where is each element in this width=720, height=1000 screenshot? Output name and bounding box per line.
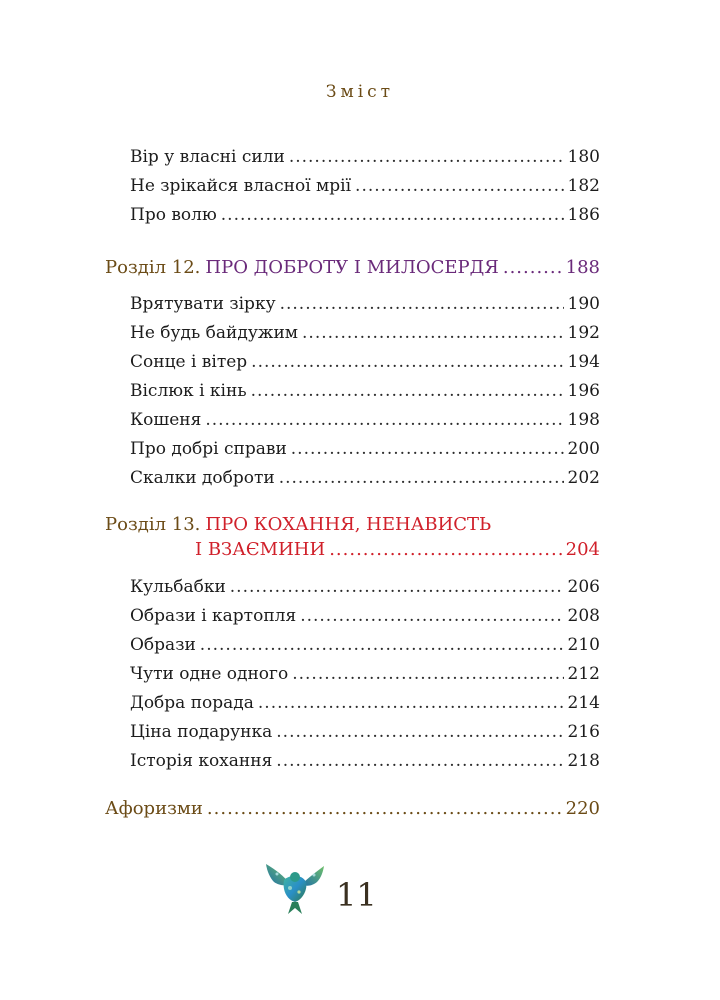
- toc-entry-page: 218: [567, 751, 600, 771]
- section-title-line-2: І ВЗАЄМИНИ: [195, 539, 326, 560]
- toc-entry[interactable]: [130, 576, 600, 598]
- toc-entry-title: Віслюк і кінь: [130, 381, 247, 401]
- toc-entry-title: Не будь байдужим: [130, 323, 299, 343]
- toc-entry-page: 216: [567, 722, 600, 742]
- toc-entry-title: Чути одне одного: [130, 664, 289, 684]
- leader-dots: [276, 721, 563, 743]
- toc-entry[interactable]: [130, 175, 600, 197]
- toc-entry-title: Скалки доброти: [130, 468, 275, 488]
- toc-entry-page: 214: [567, 693, 600, 713]
- leader-dots: [302, 322, 564, 344]
- toc-entry[interactable]: [130, 721, 600, 743]
- section-13-heading[interactable]: [105, 514, 600, 536]
- toc-entry[interactable]: [130, 467, 600, 489]
- toc-entry-title: Врятувати зірку: [130, 294, 276, 314]
- leader-dots: [289, 146, 564, 168]
- toc-entry-page: 200: [567, 439, 600, 459]
- section-title: ПРО ДОБРОТУ І МИЛОСЕРДЯ: [205, 257, 499, 278]
- toc-entry-page: 196: [567, 381, 600, 401]
- toc-entry[interactable]: [130, 634, 600, 656]
- toc-entry-title: Кульбабки: [130, 577, 226, 597]
- aphorisms-entry[interactable]: [105, 798, 600, 820]
- toc-entry-title: Сонце і вітер: [130, 352, 248, 372]
- toc-entry-page: 194: [567, 352, 600, 372]
- toc-entry[interactable]: [130, 750, 600, 772]
- leader-dots: [205, 409, 563, 431]
- toc-entry-page: 190: [567, 294, 600, 314]
- leader-dots: [258, 692, 564, 714]
- section-label: Розділ 13.: [105, 514, 201, 535]
- leader-dots: [291, 438, 564, 460]
- toc-entry-title: Кошеня: [130, 410, 202, 430]
- toc-entry-title: Ціна подарунка: [130, 722, 273, 742]
- toc-entry-title: Вір у власні сили: [130, 147, 285, 167]
- toc-entry-page: 186: [567, 205, 600, 225]
- section-page: 204: [565, 539, 600, 560]
- leader-dots: [279, 467, 564, 489]
- toc-entry[interactable]: [130, 293, 600, 315]
- toc-entry-page: 212: [567, 664, 600, 684]
- section-13-heading-line-2[interactable]: [195, 539, 600, 561]
- leader-dots: [292, 663, 563, 685]
- leader-dots: [300, 605, 563, 627]
- leader-dots: [503, 257, 562, 279]
- aphorisms-title: Афоризми: [105, 798, 203, 819]
- toc-entry[interactable]: [130, 692, 600, 714]
- toc-entry-page: 180: [567, 147, 600, 167]
- toc-entry[interactable]: [130, 409, 600, 431]
- toc-entry-title: Про волю: [130, 205, 217, 225]
- section-title-line-1: ПРО КОХАННЯ, НЕНАВИСТЬ: [205, 514, 492, 535]
- toc-entry-page: 206: [567, 577, 600, 597]
- toc-entry-title: Добра порада: [130, 693, 254, 713]
- toc-entry-title: Історія кохання: [130, 751, 273, 771]
- toc-entry[interactable]: [130, 663, 600, 685]
- toc-entry-page: 182: [567, 176, 600, 196]
- leader-dots: [355, 175, 564, 197]
- toc-entry-title: Про добрі справи: [130, 439, 287, 459]
- toc-entry[interactable]: [130, 380, 600, 402]
- toc-entry[interactable]: [130, 146, 600, 168]
- leader-dots: [280, 293, 564, 315]
- leader-dots: [251, 351, 563, 373]
- section-12-heading[interactable]: [105, 257, 600, 279]
- section-label: Розділ 12.: [105, 257, 201, 278]
- section-page: 188: [565, 257, 600, 278]
- toc-entry-page: 192: [567, 323, 600, 343]
- toc-entry-page: 198: [567, 410, 600, 430]
- toc-entry-page: 210: [567, 635, 600, 655]
- leader-dots: [230, 576, 564, 598]
- leader-dots: [221, 204, 564, 226]
- toc-entry-page: 202: [567, 468, 600, 488]
- aphorisms-page: 220: [565, 798, 600, 819]
- toc-entry[interactable]: [130, 351, 600, 373]
- toc-entry-title: Образи і картопля: [130, 606, 297, 626]
- bird-icon: [262, 858, 328, 918]
- leader-dots: [251, 380, 564, 402]
- leader-dots: [276, 750, 563, 772]
- page-header: Зміст: [325, 82, 395, 102]
- page-number: 11: [336, 876, 377, 914]
- toc-entry-page: 208: [567, 606, 600, 626]
- toc-entry[interactable]: [130, 605, 600, 627]
- toc-entry[interactable]: [130, 322, 600, 344]
- toc-entry-title: Образи: [130, 635, 196, 655]
- toc-entry[interactable]: [130, 438, 600, 460]
- toc-entry-title: Не зрікайся власної мрії: [130, 176, 352, 196]
- toc-entry[interactable]: [130, 204, 600, 226]
- leader-dots: [329, 539, 561, 561]
- leader-dots: [207, 798, 562, 820]
- leader-dots: [200, 634, 564, 656]
